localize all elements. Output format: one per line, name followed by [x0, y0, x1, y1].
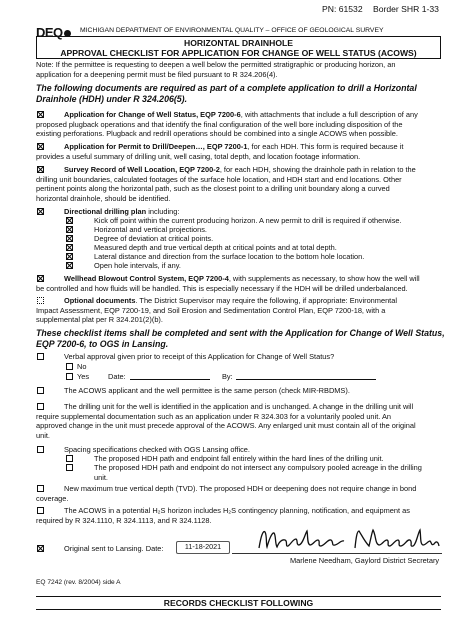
checkbox-deviation[interactable]: [66, 235, 73, 242]
plan-measured-depth: Measured depth and true vertical depth at critical points and at total depth.: [94, 243, 337, 252]
checkbox-spacing[interactable]: [37, 446, 44, 453]
checkbox-kickoff-point[interactable]: [66, 217, 73, 224]
spacing-hard-lines: The proposed HDH path and endpoint fall entirely within the hard lines of the drilling unit.: [94, 454, 384, 463]
checkbox-directional-plan[interactable]: [37, 208, 44, 215]
verbal-yes-label: Yes: [77, 372, 90, 381]
checkbox-sent-to-lansing[interactable]: [37, 545, 44, 552]
signature: [255, 526, 440, 556]
verbal-date-label: Date:: [108, 372, 126, 381]
verbal-date-field[interactable]: [130, 379, 210, 380]
sent-date-field[interactable]: 11-18-2021: [176, 541, 230, 554]
item-spacing: Spacing specifications checked with OGS Lansing office.: [64, 445, 250, 454]
verbal-by-label: By:: [222, 372, 233, 381]
checkbox-hdh-no-pooled-acreage[interactable]: [66, 464, 73, 471]
plan-kickoff-point: Kick off point within the current producing horizon. A new permit to drill is required if otherwise.: [94, 216, 402, 225]
signer-name: Marlene Needham, Gaylord District Secretary: [290, 556, 440, 565]
checkbox-hdh-within-hard-lines[interactable]: [66, 455, 73, 462]
sent-label: Original sent to Lansing. Date:: [64, 544, 164, 553]
section-checklist-heading: These checklist items shall be completed and sent with the Application for Change of Well Status, EQP 7200-6, to OGS in Lansing.: [36, 328, 445, 349]
records-checklist-banner: [36, 596, 441, 610]
records-checklist-label: RECORDS CHECKLIST FOLLOWING: [163, 598, 314, 608]
item-acows-application: Application for Change of Well Status, EQP 7200-6, with attachments that include a full description of any proposed plugback operations and that identify the final configuration of the well bore including disposition of the existing perforations. Plugback and redrill operations should be combined into a single ACOWS when possible.: [36, 110, 418, 139]
checkbox-verbal-approval[interactable]: [37, 353, 44, 360]
plan-deviation: Degree of deviation at critical points.: [94, 234, 214, 243]
form-subtitle: APPROVAL CHECKLIST FOR APPLICATION FOR CHANGE OF WELL STATUS (ACOWS): [60, 48, 417, 58]
item-directional-plan: Directional drilling plan including:: [64, 207, 180, 216]
checkbox-verbal-yes[interactable]: [66, 373, 73, 380]
checkbox-verbal-no[interactable]: [66, 363, 73, 370]
item-survey-record: Survey Record of Well Location, EQP 7200-2, for each HDH, showing the drainhole path in relation to the drilling unit boundaries, calculated footages of the surface hole location, and HDH start and end locations. Other pertinent points along the horizontal path, such as the closest point to a drilling unit boundary along a curved horizontal drainhole, should be identified.: [36, 165, 416, 203]
checkbox-measured-depth[interactable]: [66, 244, 73, 251]
item-blowout-control: Wellhead Blowout Control System, EQP 7200-4, with supplements as necessary, to show how the well will be controlled and how fluids will be handled. This is especially necessary if the HDH will be drilled underbalanced.: [36, 274, 420, 293]
checkbox-open-hole[interactable]: [66, 262, 73, 269]
item-drilling-unit: The drilling unit for the well is identified in the application and is unchanged. A change in the drilling unit will require supplemental documentation such as an application under R 324.303 for a voluntarily pooled unit. An approved change in the unit must precede approval of the ACOWS. Any enlarged unit must contain all of the original unit.: [36, 402, 416, 440]
item-optional-documents: Optional documents. The District Supervisor may require the following, if appropriate: Environmental Impact Assessment, EQP 7200-19, and Soil Erosion and Sedimentation Control Plan, EQP 7200-18, with a supplemental plat per R 324.201(2)(b).: [36, 296, 397, 325]
title-box: [36, 36, 441, 59]
plan-lateral-distance: Lateral distance and direction from the surface location to the bottom hole location.: [94, 252, 365, 261]
checkbox-lateral-distance[interactable]: [66, 253, 73, 260]
item-permit-to-drill: Application for Permit to Drill/Deepen…, EQP 7200-1, for each HDH. This form is required because it provides a useful summary of drilling unit, well casing, total depth, and location footage information.: [36, 142, 404, 161]
verbal-by-field[interactable]: [236, 379, 376, 380]
item-max-tvd: New maximum true vertical depth (TVD). The proposed HDH or deepening does not require change in bond coverage.: [36, 484, 417, 503]
pn-number: PN: 61532: [322, 4, 363, 14]
deq-logo: DEQ: [36, 25, 71, 40]
form-title: HORIZONTAL DRAINHOLE: [183, 38, 293, 48]
verbal-approval-question: Verbal approval given prior to receipt of this Application for Change of Well Status?: [64, 352, 335, 361]
border-label: Border SHR 1-33: [373, 4, 439, 14]
checkbox-projections[interactable]: [66, 226, 73, 233]
plan-open-hole: Open hole intervals, if any.: [94, 261, 181, 270]
note: Note: If the permittee is requesting to deepen a well below the permitted stratigraphic or producing horizon, an application for a deepening permit must be filed pursuant to R 324.206(4).: [36, 60, 396, 79]
verbal-no-label: No: [77, 362, 87, 371]
item-h2s: The ACOWS in a potential H₂S horizon includes H₂S contingency planning, notification, and equipment as required by R 324.1110, R 324.1113, and R 324.1128.: [36, 506, 410, 525]
section-required-heading: The following documents are required as part of a complete application to drill a Horizontal Drainhole (HDH) under R 324.206(5).: [36, 83, 417, 104]
plan-projections: Horizontal and vertical projections.: [94, 225, 207, 234]
checkbox-same-person[interactable]: [37, 387, 44, 394]
form-number: EQ 7242 (rev. 8/2004) side A: [36, 579, 121, 586]
agency-name: MICHIGAN DEPARTMENT OF ENVIRONMENTAL QUALITY – OFFICE OF GEOLOGICAL SURVEY: [80, 27, 384, 34]
spacing-pooled-acreage: The proposed HDH path and endpoint do not intersect any compulsory pooled acreage in the drilling unit.: [94, 463, 422, 482]
item-same-person: The ACOWS applicant and the well permittee is the same person (check MIR-RBDMS).: [64, 386, 350, 395]
